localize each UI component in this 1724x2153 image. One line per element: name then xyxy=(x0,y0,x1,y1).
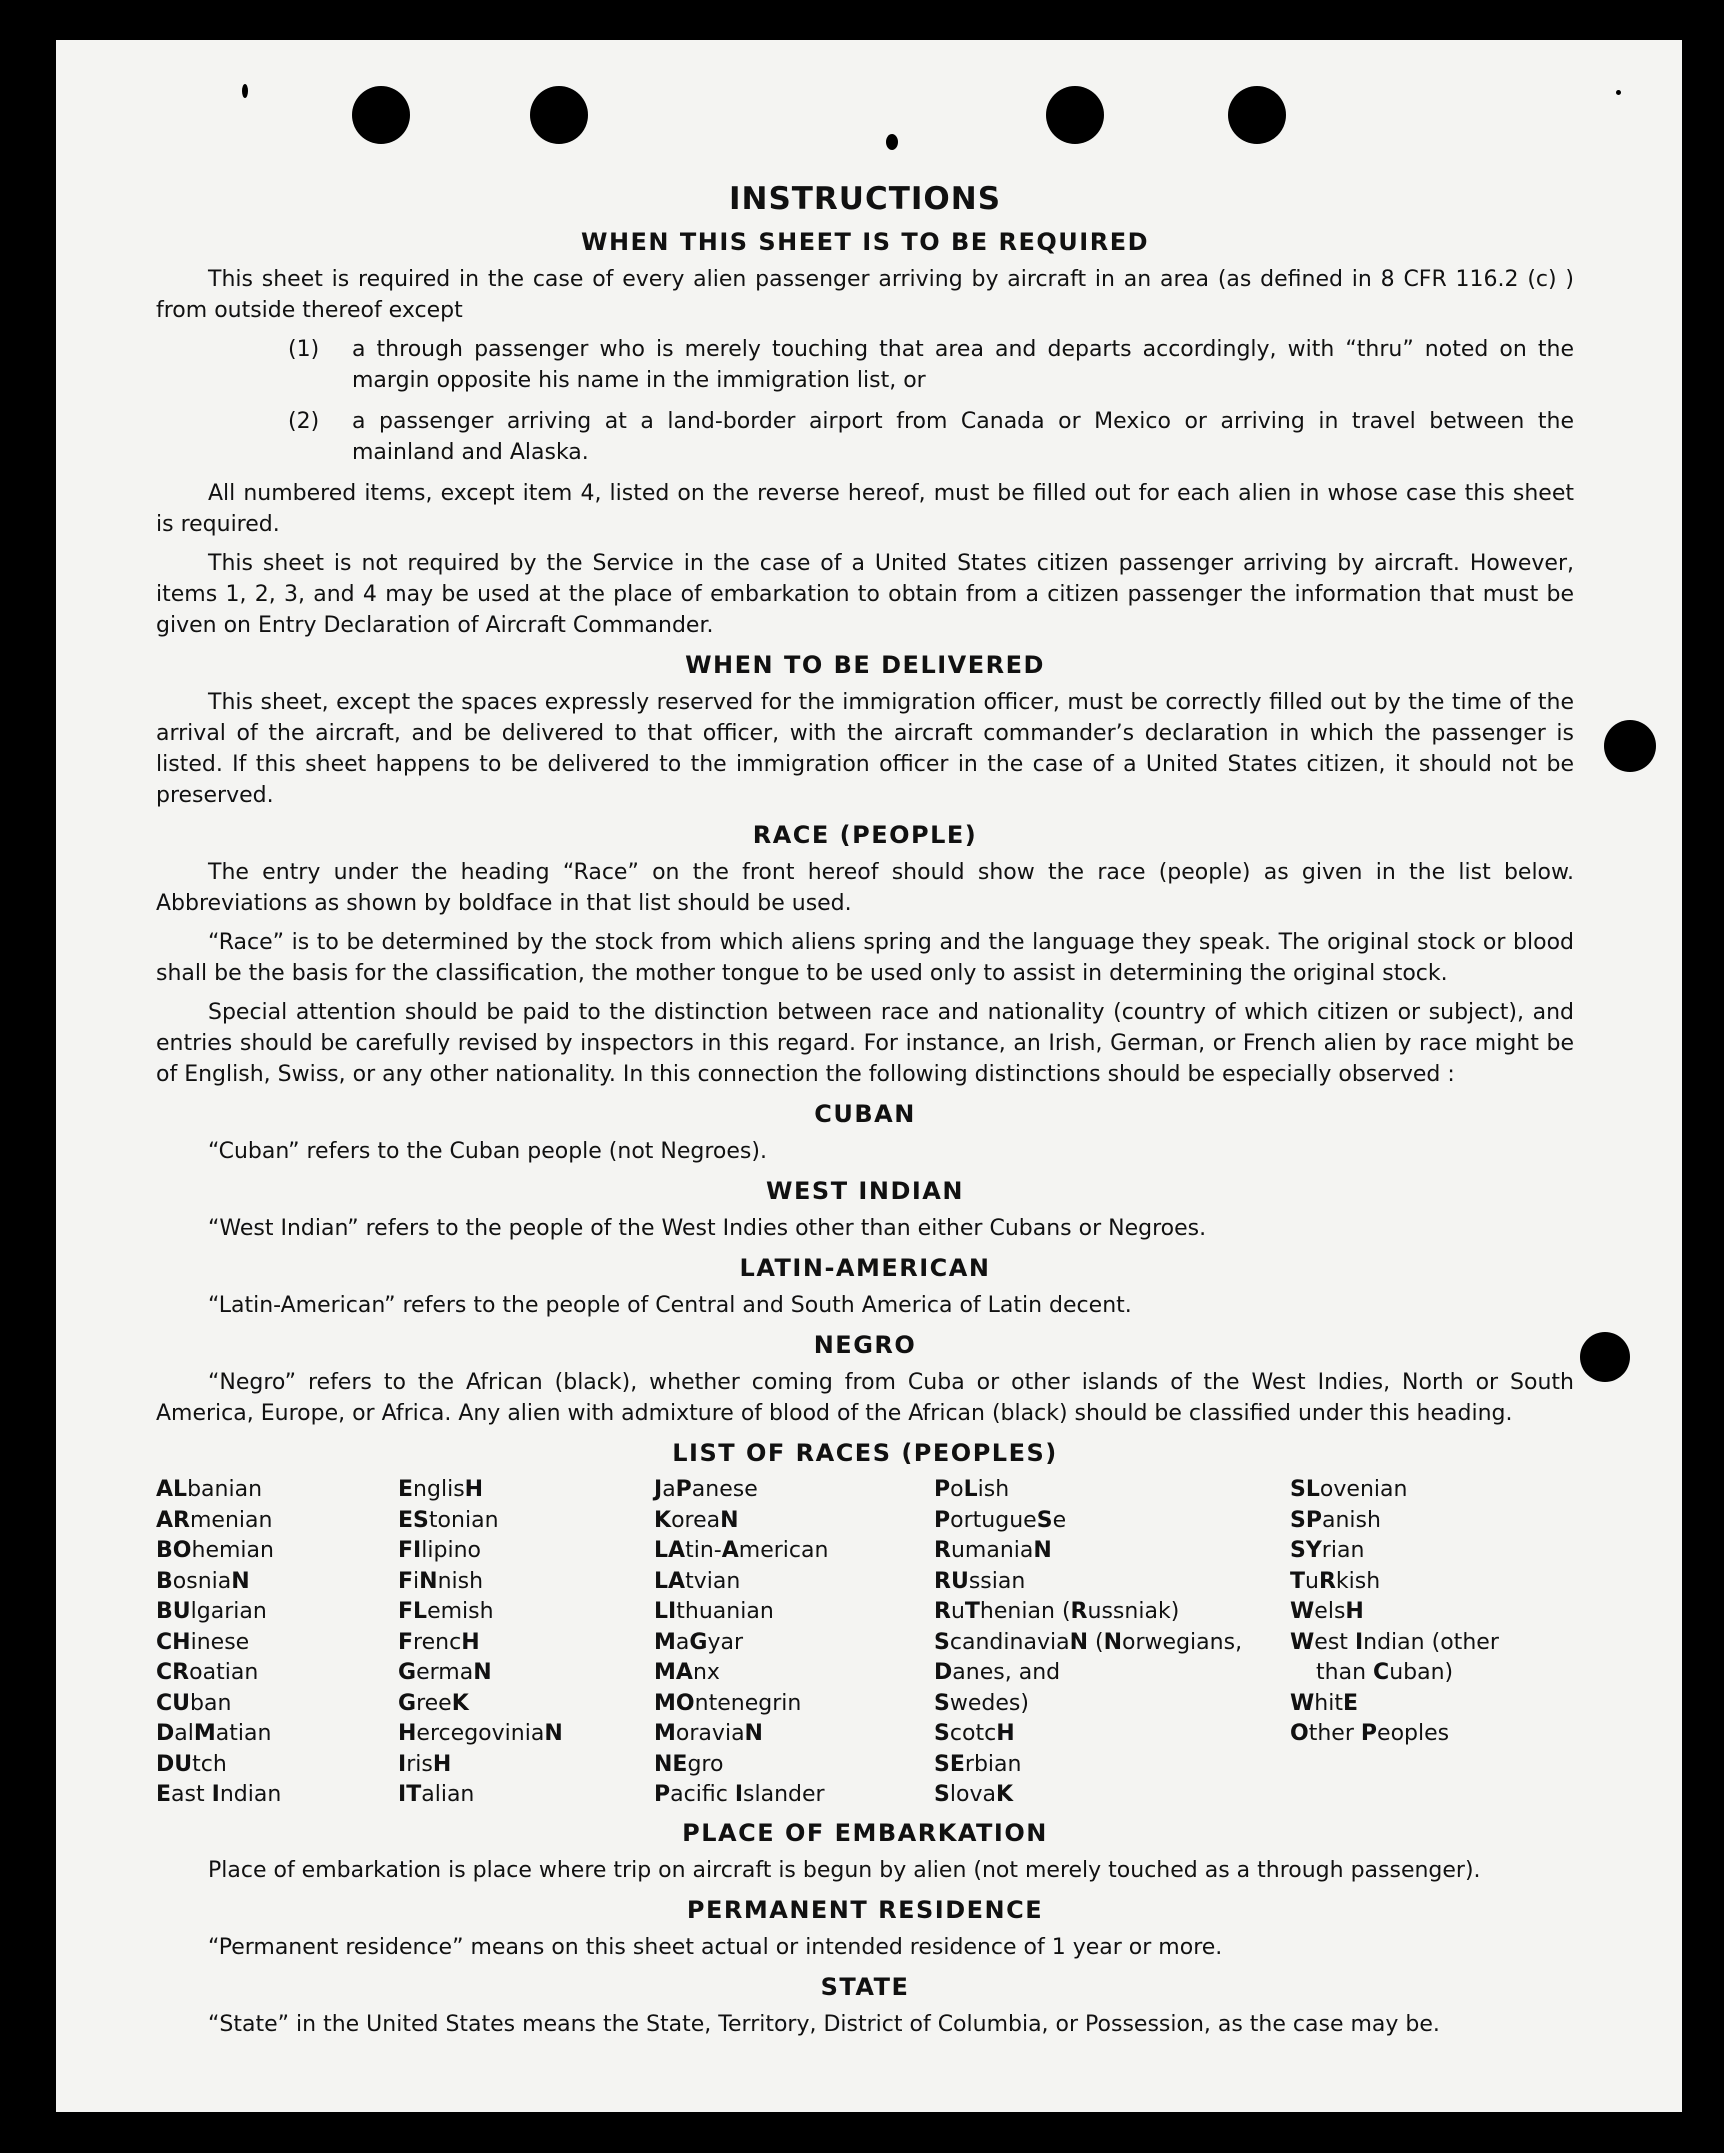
state-paragraph: “State” in the United States means the State, Territory, District of Columbia, or Possession, as the case may be. xyxy=(208,2011,1440,2037)
punch-hole xyxy=(352,86,410,144)
section-heading-latin-american: LATIN-AMERICAN xyxy=(739,1254,991,1282)
section-heading-west-indian: WEST INDIAN xyxy=(766,1177,964,1205)
punch-hole xyxy=(1046,86,1104,144)
race-item: Danes, and xyxy=(934,1660,1061,1685)
exception-item xyxy=(288,334,1574,396)
race-item: GermaN xyxy=(398,1660,492,1685)
race-item: LAtvian xyxy=(654,1568,741,1594)
race-item: WelsH xyxy=(1290,1599,1364,1624)
race-item: FrencH xyxy=(398,1629,480,1655)
required-paragraph: This sheet is not required by the Service in the case of a United States citizen passenger arriving by aircraft. However, items 1, 2, 3, and 4 may be used at the place of embarkation to obtain from a citizen passenger the information that must be given on Entry Declaration of Aircraft Commander. xyxy=(156,551,1574,638)
section-heading-required: WHEN THIS SHEET IS TO BE REQUIRED xyxy=(580,228,1150,256)
exception-text: a through passenger who is merely touching that area and departs accordingly, with “thru” noted on the margin opposite his name in the immigration list, or xyxy=(352,337,1574,393)
race-item: JaPanese xyxy=(654,1477,758,1502)
exception-item xyxy=(288,406,1574,468)
race-item: Other Peoples xyxy=(1290,1721,1450,1746)
race-item: CRoatian xyxy=(156,1660,259,1685)
west-indian-paragraph: “West Indian” refers to the people of the West Indies other than either Cubans or Negroes. xyxy=(208,1216,1207,1241)
embarkation-paragraph: Place of embarkation is place where trip on aircraft is begun by alien (not merely touched as a through passenger). xyxy=(208,1857,1481,1883)
speck xyxy=(886,134,898,150)
race-paragraph: Special attention should be paid to the distinction between race and nationality (country of which citizen or subject), and entries should be carefully revised by inspectors in this regard. For instance, an Irish, German, or French alien by race might be of English, Swiss, or any other nationality. In this connection the following distinctions should be especially observed : xyxy=(156,1000,1574,1087)
race-item: MoraviaN xyxy=(654,1721,763,1746)
race-item: MAnx xyxy=(654,1660,720,1685)
section-heading-delivered: WHEN TO BE DELIVERED xyxy=(685,651,1045,679)
race-item: FLemish xyxy=(398,1599,494,1624)
race-item: than Cuban) xyxy=(1316,1660,1454,1685)
race-item: ARmenian xyxy=(156,1507,273,1533)
race-item: WhitE xyxy=(1290,1690,1359,1716)
race-item: EStonian xyxy=(398,1507,499,1533)
punch-hole xyxy=(530,86,588,144)
section-heading-cuban: CUBAN xyxy=(814,1100,916,1128)
race-item: PortugueSe xyxy=(934,1507,1067,1533)
race-item: ScotcH xyxy=(934,1721,1015,1746)
residence-paragraph: “Permanent residence” means on this sheet actual or intended residence of 1 year or more. xyxy=(208,1934,1223,1960)
section-heading-race: RACE (PEOPLE) xyxy=(752,821,978,849)
page-title: INSTRUCTIONS xyxy=(728,181,1002,217)
speck xyxy=(1616,90,1621,95)
race-item: TuRkish xyxy=(1290,1568,1381,1594)
race-item: DUtch xyxy=(156,1751,227,1777)
race-item: ITalian xyxy=(398,1782,475,1807)
section-heading-negro: NEGRO xyxy=(813,1331,917,1359)
race-item: ALbanian xyxy=(156,1477,263,1502)
race-item: MOntenegrin xyxy=(654,1690,802,1716)
cuban-paragraph: “Cuban” refers to the Cuban people (not Negroes). xyxy=(208,1139,767,1164)
race-item: HercegoviniaN xyxy=(398,1721,563,1746)
section-heading-state: STATE xyxy=(820,1972,910,2001)
race-column xyxy=(654,1475,934,1811)
race-item: CHinese xyxy=(156,1629,250,1655)
race-item: LAtin-American xyxy=(654,1538,829,1563)
negro-paragraph: “Negro” refers to the African (black), whether coming from Cuba or other islands of the West Indies, North or South America, Europe, or Africa. Any alien with admixture of blood of the African (black) should be classified under this heading. xyxy=(156,1370,1574,1426)
race-item: BUlgarian xyxy=(156,1599,267,1624)
race-item: SPanish xyxy=(1290,1507,1381,1533)
race-item: PoLish xyxy=(934,1477,1010,1502)
delivered-paragraph: This sheet, except the spaces expressly reserved for the immigration officer, must be correctly filled out by the time of the arrival of the aircraft, and be delivered to that officer, with the aircraft commander’s declaration in which the passenger is listed. If this sheet happens to be delivered to the immigration officer in the case of a United States citizen, it should not be preserved. xyxy=(156,690,1574,808)
race-item: SLovenian xyxy=(1290,1477,1408,1502)
latin-american-paragraph: “Latin-American” refers to the people of Central and South America of Latin decent. xyxy=(208,1293,1132,1318)
race-item: RuThenian (Russniak) xyxy=(934,1599,1180,1624)
punch-hole xyxy=(1604,720,1656,772)
speck xyxy=(242,84,248,98)
race-column xyxy=(1290,1475,1574,1811)
race-item: BOhemian xyxy=(156,1538,274,1563)
section-heading-list-of-races: LIST OF RACES (PEOPLES) xyxy=(672,1439,1058,1467)
race-item: East Indian xyxy=(156,1782,282,1807)
exception-number: (2) xyxy=(288,409,320,434)
race-item: KoreaN xyxy=(654,1507,739,1533)
race-item: LIthuanian xyxy=(654,1599,774,1624)
race-item: MaGyar xyxy=(654,1629,744,1655)
race-item: IrisH xyxy=(398,1751,452,1777)
race-paragraph: The entry under the heading “Race” on the front hereof should show the race (people) as given in the list below. Abbreviations as shown by boldface in that list should be used. xyxy=(156,860,1574,916)
punch-hole xyxy=(1580,1332,1630,1382)
race-item: ScandinaviaN (Norwegians, xyxy=(934,1629,1243,1655)
required-intro: This sheet is required in the case of every alien passenger arriving by aircraft in an area (as defined in 8 CFR 116.2 (c) ) from outside thereof except xyxy=(156,267,1574,323)
race-item: GreeK xyxy=(398,1690,469,1716)
race-column xyxy=(156,1475,398,1811)
document-body xyxy=(156,180,1574,2048)
required-paragraph: All numbered items, except item 4, listed on the reverse hereof, must be filled out for each alien in whose case this sheet is required. xyxy=(156,481,1574,537)
race-item: RUssian xyxy=(934,1568,1026,1594)
list-of-races xyxy=(156,1475,1574,1811)
section-heading-residence: PERMANENT RESIDENCE xyxy=(686,1895,1044,1924)
document-page xyxy=(56,40,1682,2112)
race-column xyxy=(934,1475,1290,1811)
section-heading-embarkation: PLACE OF EMBARKATION xyxy=(682,1818,1048,1847)
race-item: BosniaN xyxy=(156,1568,250,1594)
race-item: West Indian (other xyxy=(1290,1629,1499,1655)
race-column xyxy=(398,1475,654,1811)
race-item: CUban xyxy=(156,1690,232,1716)
race-item: NEgro xyxy=(654,1751,724,1777)
race-item: RumaniaN xyxy=(934,1538,1052,1563)
race-item: Swedes) xyxy=(934,1690,1029,1716)
punch-hole xyxy=(1228,86,1286,144)
race-item: Pacifc Islander xyxy=(654,1782,825,1807)
race-item: DalMatian xyxy=(156,1721,272,1746)
race-item: FiNnish xyxy=(398,1568,484,1594)
race-item: FIlipino xyxy=(398,1538,481,1563)
race-paragraph: “Race” is to be determined by the stock from which aliens spring and the language they speak. The original stock or blood shall be the basis for the classification, the mother tongue to be used only to assist in determining the original stock. xyxy=(156,930,1574,986)
race-item: EnglisH xyxy=(398,1477,484,1502)
exception-number: (1) xyxy=(288,337,320,362)
race-item: SlovaK xyxy=(934,1782,1014,1807)
race-item: SYrian xyxy=(1290,1538,1365,1563)
exception-text: a passenger arriving at a land-border airport from Canada or Mexico or arriving in travel between the mainland and Alaska. xyxy=(352,409,1574,465)
race-item: SErbian xyxy=(934,1751,1022,1777)
